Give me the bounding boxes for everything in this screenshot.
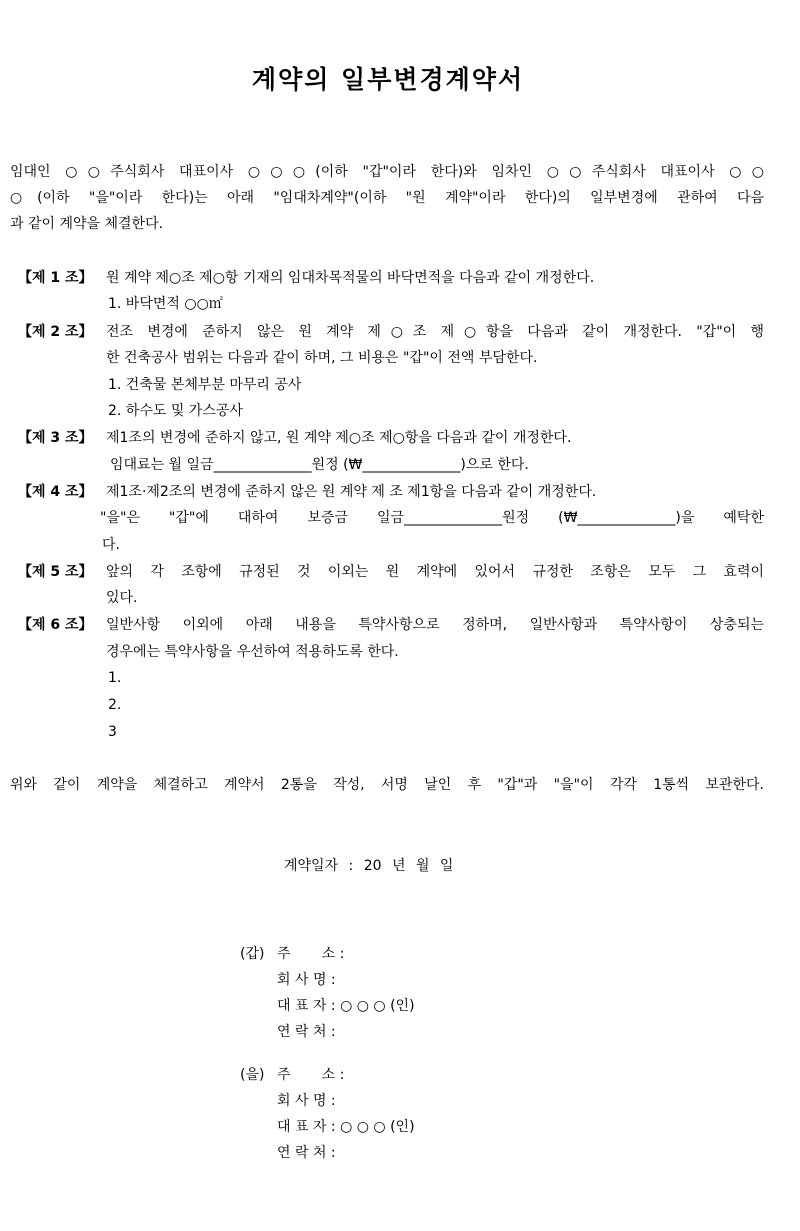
party-a-company: 회 사 명 : (277, 972, 336, 988)
article-6-item-2: 2. (108, 697, 122, 713)
article-2-item-1: 1. 건축물 본체부분 마무리 공사 (108, 377, 302, 393)
party-b-tag: (을) (240, 1067, 265, 1083)
article-1-item-1: 1. 바닥면적 ○○㎡ (108, 296, 223, 312)
article-2-line-1: 전조 변경에 준하지 않은 원 계약 제○조 제○항을 다음과 같이 개정한다. "갑"이 행 (106, 324, 764, 340)
party-b-company: 회 사 명 : (277, 1093, 336, 1109)
article-5-line-2: 있다. (106, 590, 138, 606)
article-1-label: 【제 1 조】 (18, 270, 93, 286)
article-3-line-1: 제1조의 변경에 준하지 않고, 원 계약 제○조 제○항을 다음과 같이 개정한다. (106, 430, 572, 446)
article-6-item-1: 1. (108, 670, 122, 686)
article-2-line-2: 한 건축공사 범위는 다음과 같이 하며, 그 비용은 "갑"이 전액 부담한다. (106, 350, 538, 366)
intro-line-2: ○(이하 "을"이라 한다)는 아래 "임대차계약"(이하 "원 계약"이라 한다)의 일부변경에 관하여 다음 (10, 190, 764, 206)
party-b-contact: 연 락 처 : (277, 1145, 336, 1161)
party-a-representative: 대 표 자 : ○ ○ ○ (인) (277, 998, 415, 1014)
article-5-line-1: 앞의 각 조항에 규정된 것 이외는 원 계약에 있어서 규정한 조항은 모두 그 효력이 (106, 564, 764, 580)
article-4-line-3: 다. (102, 537, 120, 553)
intro-line-1: 임대인 ○○주식회사 대표이사 ○○○(이하 "갑"이라 한다)와 임차인 ○○주식회사 대표이사 ○○ (10, 164, 764, 180)
article-2-item-2: 2. 하수도 및 가스공사 (108, 403, 243, 419)
party-a-contact: 연 락 처 : (277, 1024, 336, 1040)
closing-statement: 위와 같이 계약을 체결하고 계약서 2통을 작성, 서명 날인 후 "갑"과 "을"이 각각 1통씩 보관한다. (10, 777, 764, 793)
article-4-line-2: "을"은 "갑"에 대하여 보증금 일금______________원정 (₩______________)을 예탁한 (100, 510, 764, 526)
article-1-line-1: 원 계약 제○조 제○항 기재의 임대차목적물의 바닥면적을 다음과 같이 개정한다. (106, 270, 595, 286)
article-6-label: 【제 6 조】 (18, 617, 93, 633)
party-b-representative: 대 표 자 : ○ ○ ○ (인) (277, 1119, 415, 1135)
article-6-line-1: 일반사항 이외에 아래 내용을 특약사항으로 정하며, 일반사항과 특약사항이 상충되는 (106, 617, 764, 633)
article-6-line-2: 경우에는 특약사항을 우선하여 적용하도록 한다. (106, 644, 399, 660)
article-5-label: 【제 5 조】 (18, 564, 93, 580)
article-4-line-1: 제1조·제2조의 변경에 준하지 않은 원 계약 제 조 제1항을 다음과 같이 개정한다. (106, 484, 597, 500)
party-a-tag: (갑) (240, 946, 265, 962)
article-3-line-2: 임대료는 월 일금______________원정 (₩______________)으로 한다. (110, 457, 529, 473)
article-6-item-3: 3 (108, 724, 117, 740)
article-3-label: 【제 3 조】 (18, 430, 93, 446)
contract-date: 계약일자 : 20 년 월 일 (284, 858, 454, 874)
party-b-address: 주 소 : (277, 1067, 345, 1083)
intro-line-3: 과 같이 계약을 체결한다. (10, 216, 164, 232)
article-4-label: 【제 4 조】 (18, 484, 93, 500)
document-title: 계약의 일부변경계약서 (251, 65, 525, 94)
article-2-label: 【제 2 조】 (18, 324, 93, 340)
party-a-address: 주 소 : (277, 946, 345, 962)
